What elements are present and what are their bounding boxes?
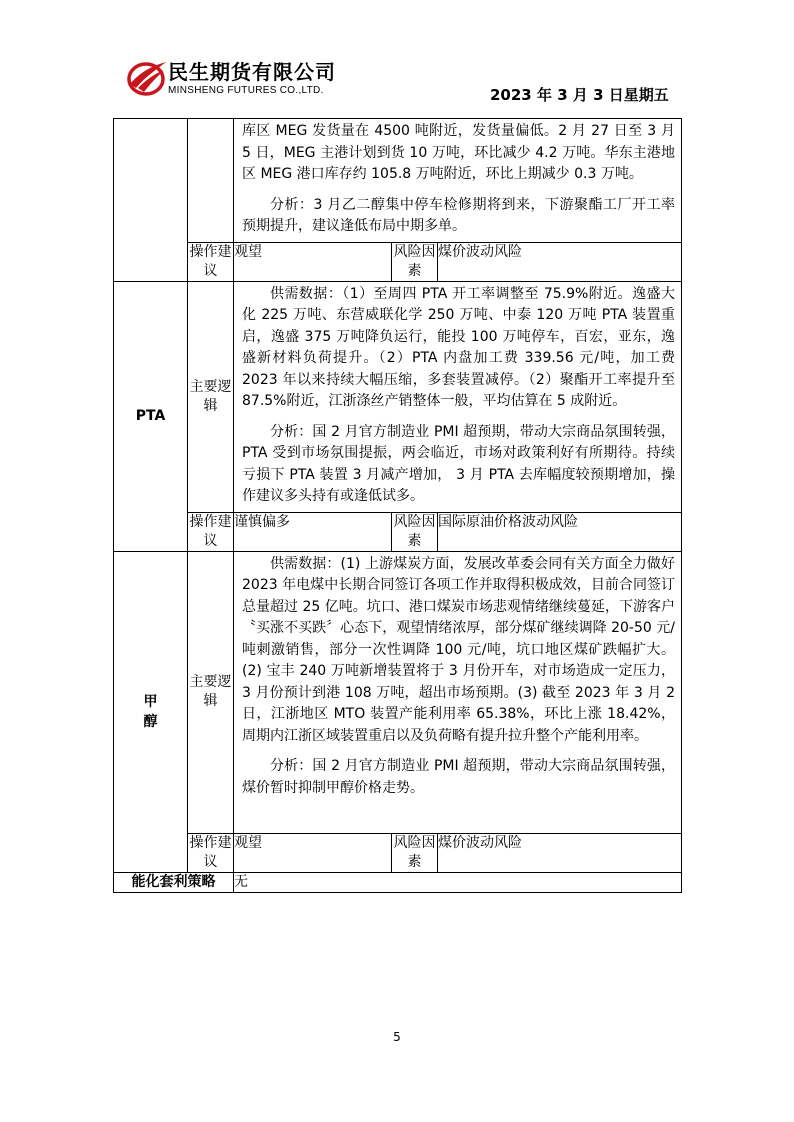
arbitrage-row (114, 873, 682, 893)
pta-op-value: 谨慎偏多 (234, 512, 392, 551)
meg-op-value: 观望 (234, 242, 392, 281)
arbitrage-label: 能化套利策略 (114, 873, 234, 893)
meg-category-cell (114, 119, 188, 282)
pta-category: PTA (114, 281, 188, 551)
company-name-en: MINSHENG FUTURES CO.,LTD. (168, 85, 324, 96)
meg-logic-row (114, 119, 682, 243)
company-name-cn: 民生期货有限公司 (168, 60, 336, 84)
meg-risk-value: 煤价波动风险 (438, 242, 682, 281)
pta-supply-text: 供需数据：（1）至周四 PTA 开工率调整至 75.9%附近。逸盛大化 225 万吨、东营威联化学 250 万吨、中泰 120 万吨 PTA 装置重启，逸盛 375 万吨降负运行，能投 100 万吨停车，百宏，亚东，逸盛新材料负荷提升。（2）PTA 内盘加工费 339.56 元/吨，加工费 2023 年以来持续大幅压缩，多套装置减停。（2）聚酯开工率提升至 87.5%附近，江浙涤丝产销整体一般，平均估算在 5 成附近。 (242, 285, 676, 409)
methanol-analysis-text: 分析：国 2 月官方制造业 PMI 超预期，带动大宗商品氛围转强，煤价暂时抑制甲醇价格走势。 (242, 758, 676, 796)
methanol-supply-text: 供需数据：(1) 上游煤炭方面，发展改革委会同有关方面全力做好 2023 年电煤中长期合同签订各项工作并取得积极成效，目前合同签订总量超过 25 亿吨。坑口、港口煤炭市场悲观情绪继续蔓延，下游客户〝买涨不买跌〞心态下，观望情绪浓厚，部分煤矿继续调降 20-50 元/吨刺激销售，部分一次性调降 100 元/吨，坑口地区煤矿跌幅扩大。(2) 宝丰 240 万吨新增装置将于 3 月份开车，对市场造成一定压力，3 月份预计到港 108 万吨，超出市场预期。(3) 截至 2023 年 3 月 2 日，江浙地区 MTO 装置产能利用率 65.38%，环比上涨 18.42%，周期内江浙区域装置重启以及负荷略有提升拉升整个产能利用率。 (242, 555, 676, 744)
methanol-op-value: 观望 (234, 834, 392, 873)
meg-logic-label-cell (188, 119, 234, 243)
methanol-risk-label: 风险因素 (392, 834, 438, 873)
page-number: 5 (393, 1030, 401, 1044)
methanol-category-cell (114, 551, 188, 873)
methanol-category: 甲醇 (143, 693, 158, 730)
meg-logic-cell (234, 119, 682, 243)
methanol-operation-row (114, 834, 682, 873)
arbitrage-value: 无 (234, 873, 682, 893)
methanol-risk-value: 煤价波动风险 (438, 834, 682, 873)
meg-op-label: 操作建议 (188, 242, 234, 281)
methanol-op-label: 操作建议 (188, 834, 234, 873)
pta-risk-label: 风险因素 (392, 512, 438, 551)
meg-operation-row (114, 242, 682, 281)
pta-logic-row (114, 281, 682, 512)
meg-supply-text: 库区 MEG 发货量在 4500 吨附近，发货量偏低。2 月 27 日至 3 月 5 日，MEG 主港计划到货 10 万吨，环比减少 4.2 万吨。华东主港地区 MEG 港口库存约 105.8 万吨附近，环比上期减少 0.3 万吨。 (242, 123, 676, 182)
company-logo (126, 56, 366, 102)
pta-risk-value: 国际原油价格波动风险 (438, 512, 682, 551)
meg-analysis-text: 分析：3 月乙二醇集中停车检修期将到来，下游聚酯工厂开工率预期提升，建议逢低布局中期多单。 (242, 196, 676, 234)
pta-op-label: 操作建议 (188, 512, 234, 551)
strategy-table (113, 118, 682, 893)
minsheng-logo-icon (126, 58, 166, 96)
methanol-logic-label: 主要逻辑 (188, 551, 234, 834)
report-date: 2023 年 3 月 3 日星期五 (490, 86, 669, 104)
pta-analysis-text: 分析：国 2 月官方制造业 PMI 超预期，带动大宗商品氛围转强，PTA 受到市场氛围提振，两会临近，市场对政策利好有所期待。持续亏损下 PTA 装置 3 月减产增加， 3 月 PTA 去库幅度较预期增加，操作建议多头持有或逢低试多。 (242, 423, 676, 504)
pta-logic-label: 主要逻辑 (188, 281, 234, 512)
methanol-logic-cell (234, 551, 682, 834)
meg-risk-label: 风险因素 (392, 242, 438, 281)
methanol-logic-row (114, 551, 682, 834)
pta-logic-cell (234, 281, 682, 512)
pta-operation-row (114, 512, 682, 551)
